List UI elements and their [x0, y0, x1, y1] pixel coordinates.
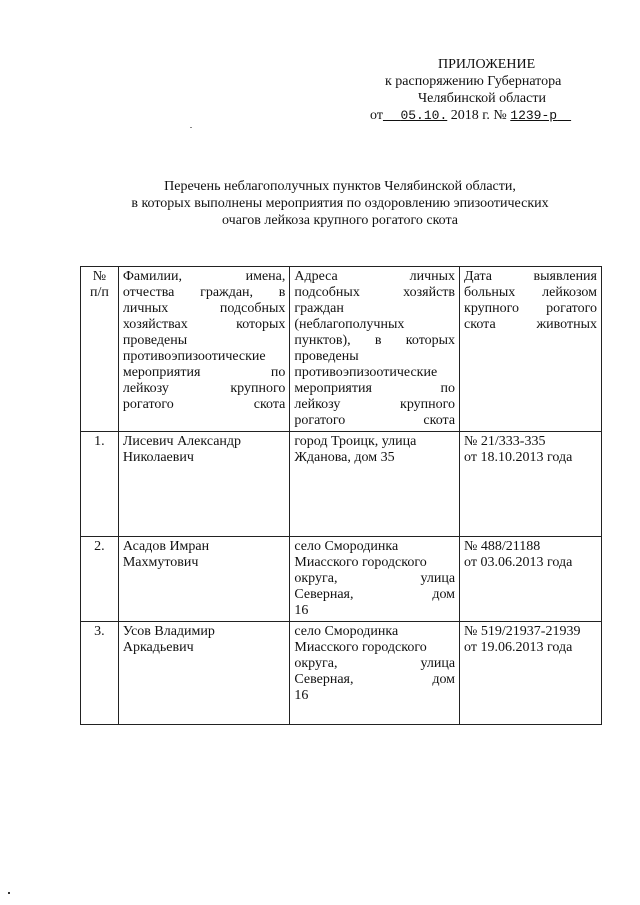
table-header-row	[81, 267, 602, 432]
title-line-3: очагов лейкоза крупного рогатого скота	[222, 213, 458, 228]
household-address: село Смородинка Миасского городского округа, улица Северная, дом 16	[290, 537, 460, 622]
order-date-underline	[383, 108, 447, 123]
order-number: 1239-р	[510, 108, 558, 123]
household-address: село Смородинка Миасского городского округа, улица Северная, дом 16	[290, 622, 460, 725]
header-address: Адреса личных подсобных хозяйств граждан (неблагополучных пунктов), в которых проведены противоэпизоотические мероприятия по лейкозу крупного рогатого скота	[290, 267, 460, 432]
scan-dot	[8, 892, 10, 894]
header-name: Фамилии, имена, отчества граждан, в личных подсобных хозяйствах которых проведены противоэпизоотические мероприятия по лейкозу крупного рогатого скота	[118, 267, 290, 432]
appendix-date-line	[330, 107, 630, 124]
header-number: № п/п	[81, 267, 119, 432]
document-title	[60, 178, 620, 229]
detection-date: № 519/21937-21939 от 19.06.2013 года	[460, 622, 602, 725]
scan-mark	[190, 127, 192, 128]
row-number: 3.	[81, 622, 119, 725]
appendix-block	[330, 56, 630, 124]
row-number: 1.	[81, 432, 119, 537]
points-table	[80, 266, 602, 725]
citizen-name: Усов Владимир Аркадьевич	[118, 622, 290, 725]
citizen-name: Лисевич Александр Николаевич	[118, 432, 290, 537]
date-prefix: от	[370, 108, 383, 123]
title-line-1: Перечень неблагополучных пунктов Челябинской области,	[164, 179, 516, 194]
household-address: город Троицк, улица Жданова, дом 35	[290, 432, 460, 537]
header-date: Дата выявления больных лейкозом крупного рогатого скота животных	[460, 267, 602, 432]
table-row	[81, 432, 602, 537]
citizen-name: Асадов Имран Махмутович	[118, 537, 290, 622]
detection-date: № 488/21188 от 03.06.2013 года	[460, 537, 602, 622]
row-number: 2.	[81, 537, 119, 622]
order-number-underline	[510, 108, 571, 123]
title-line-2: в которых выполнены мероприятия по оздоровлению эпизоотических	[131, 196, 549, 211]
appendix-region: Челябинской области	[418, 91, 546, 106]
appendix-title: ПРИЛОЖЕНИЕ	[438, 57, 536, 72]
order-date: 05.10.	[400, 108, 448, 123]
appendix-order-ref: к распоряжению Губернатора	[385, 74, 562, 89]
order-year: 2018 г. №	[450, 108, 507, 123]
table-row	[81, 537, 602, 622]
detection-date: № 21/333-335 от 18.10.2013 года	[460, 432, 602, 537]
table-row	[81, 622, 602, 725]
